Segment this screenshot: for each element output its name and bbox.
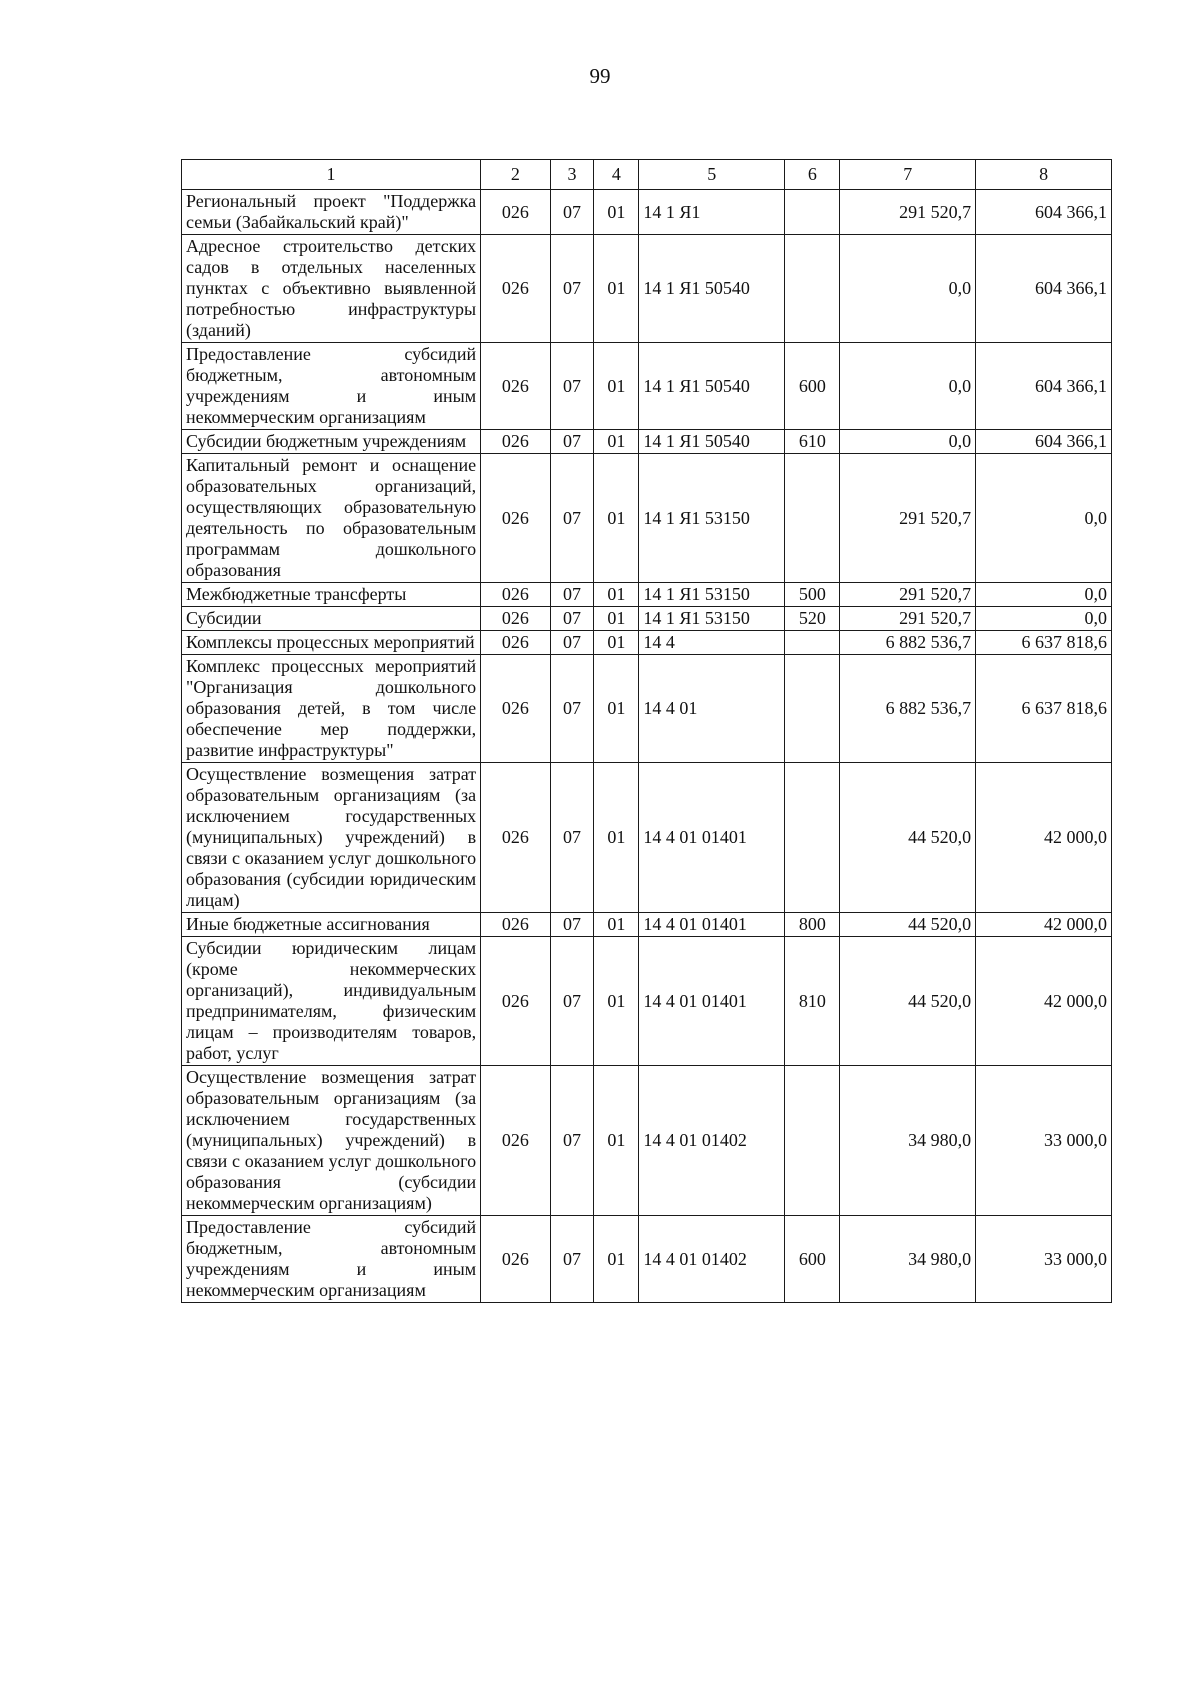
grbs-code: 026 [481, 631, 550, 655]
item-name: Предоставление субсидий бюджетным, автономным учреждениям и иным некоммерческим организациям [182, 343, 481, 430]
item-name: Субсидии бюджетным учреждениям [182, 430, 481, 454]
column-header-4: 4 [594, 160, 639, 190]
grbs-code: 026 [481, 454, 550, 583]
amount-col7: 0,0 [840, 430, 976, 454]
subsection-code: 01 [594, 235, 639, 343]
amount-col8: 6 637 818,6 [976, 655, 1112, 763]
target-article-code: 14 4 01 01401 [639, 913, 785, 937]
amount-col8: 0,0 [976, 454, 1112, 583]
item-name: Комплекс процессных мероприятий "Организация дошкольного образования детей, в том числе обеспечение мер поддержки, развитие инфраструктуры" [182, 655, 481, 763]
target-article-code: 14 1 Я1 53150 [639, 454, 785, 583]
section-code: 07 [550, 913, 594, 937]
column-header-1: 1 [182, 160, 481, 190]
expense-type-code: 800 [785, 913, 840, 937]
target-article-code: 14 4 01 01401 [639, 763, 785, 913]
item-name: Иные бюджетные ассигнования [182, 913, 481, 937]
subsection-code: 01 [594, 583, 639, 607]
grbs-code: 026 [481, 1066, 550, 1216]
column-header-5: 5 [639, 160, 785, 190]
expense-type-code: 810 [785, 937, 840, 1066]
target-article-code: 14 4 01 01402 [639, 1066, 785, 1216]
expense-type-code: 500 [785, 583, 840, 607]
amount-col8: 604 366,1 [976, 190, 1112, 235]
section-code: 07 [550, 583, 594, 607]
grbs-code: 026 [481, 655, 550, 763]
column-header-7: 7 [840, 160, 976, 190]
grbs-code: 026 [481, 583, 550, 607]
amount-col7: 44 520,0 [840, 763, 976, 913]
column-header-2: 2 [481, 160, 550, 190]
amount-col7: 291 520,7 [840, 190, 976, 235]
subsection-code: 01 [594, 607, 639, 631]
subsection-code: 01 [594, 1216, 639, 1303]
expense-type-code [785, 631, 840, 655]
item-name: Адресное строительство детских садов в отдельных населенных пунктах с объективно выявленной потребностью инфраструктуры (зданий) [182, 235, 481, 343]
amount-col8: 0,0 [976, 583, 1112, 607]
subsection-code: 01 [594, 913, 639, 937]
amount-col7: 6 882 536,7 [840, 655, 976, 763]
amount-col8: 33 000,0 [976, 1216, 1112, 1303]
amount-col7: 0,0 [840, 235, 976, 343]
section-code: 07 [550, 631, 594, 655]
amount-col7: 0,0 [840, 343, 976, 430]
target-article-code: 14 1 Я1 [639, 190, 785, 235]
expense-type-code [785, 655, 840, 763]
column-header-6: 6 [785, 160, 840, 190]
expense-type-code: 600 [785, 343, 840, 430]
amount-col8: 604 366,1 [976, 235, 1112, 343]
amount-col8: 33 000,0 [976, 1066, 1112, 1216]
section-code: 07 [550, 1066, 594, 1216]
item-name: Комплексы процессных мероприятий [182, 631, 481, 655]
amount-col7: 44 520,0 [840, 937, 976, 1066]
expense-type-code [785, 763, 840, 913]
expense-type-code: 600 [785, 1216, 840, 1303]
amount-col8: 42 000,0 [976, 913, 1112, 937]
section-code: 07 [550, 763, 594, 913]
subsection-code: 01 [594, 430, 639, 454]
grbs-code: 026 [481, 343, 550, 430]
amount-col8: 6 637 818,6 [976, 631, 1112, 655]
subsection-code: 01 [594, 655, 639, 763]
table-row [182, 454, 1112, 583]
item-name: Региональный проект "Поддержка семьи (Забайкальский край)" [182, 190, 481, 235]
item-name: Субсидии юридическим лицам (кроме некоммерческих организаций), индивидуальным предпринимателям, физическим лицам – производителям товаров, работ, услуг [182, 937, 481, 1066]
grbs-code: 026 [481, 190, 550, 235]
section-code: 07 [550, 1216, 594, 1303]
target-article-code: 14 4 01 [639, 655, 785, 763]
target-article-code: 14 1 Я1 50540 [639, 430, 785, 454]
table-row [182, 763, 1112, 913]
target-article-code: 14 4 01 01402 [639, 1216, 785, 1303]
table-row [182, 937, 1112, 1066]
expense-type-code [785, 235, 840, 343]
target-article-code: 14 1 Я1 53150 [639, 583, 785, 607]
page-number: 99 [589, 64, 611, 88]
item-name: Субсидии [182, 607, 481, 631]
amount-col8: 604 366,1 [976, 430, 1112, 454]
table-row [182, 1066, 1112, 1216]
budget-table [181, 159, 1112, 1303]
item-name: Осуществление возмещения затрат образовательным организациям (за исключением государственных (муниципальных) учреждений) в связи с оказанием услуг дошкольного образования (субсидии юридическим лицам) [182, 763, 481, 913]
grbs-code: 026 [481, 913, 550, 937]
table-row [182, 655, 1112, 763]
target-article-code: 14 4 01 01401 [639, 937, 785, 1066]
target-article-code: 14 1 Я1 50540 [639, 343, 785, 430]
section-code: 07 [550, 430, 594, 454]
table-row [182, 1216, 1112, 1303]
expense-type-code: 610 [785, 430, 840, 454]
amount-col7: 44 520,0 [840, 913, 976, 937]
grbs-code: 026 [481, 607, 550, 631]
grbs-code: 026 [481, 763, 550, 913]
grbs-code: 026 [481, 430, 550, 454]
grbs-code: 026 [481, 235, 550, 343]
table-row [182, 607, 1112, 631]
expense-type-code: 520 [785, 607, 840, 631]
column-header-3: 3 [550, 160, 594, 190]
expense-type-code [785, 1066, 840, 1216]
subsection-code: 01 [594, 937, 639, 1066]
section-code: 07 [550, 655, 594, 763]
grbs-code: 026 [481, 1216, 550, 1303]
amount-col7: 34 980,0 [840, 1066, 976, 1216]
target-article-code: 14 1 Я1 50540 [639, 235, 785, 343]
expense-type-code [785, 454, 840, 583]
section-code: 07 [550, 454, 594, 583]
table-row [182, 583, 1112, 607]
item-name: Предоставление субсидий бюджетным, автономным учреждениям и иным некоммерческим организациям [182, 1216, 481, 1303]
subsection-code: 01 [594, 631, 639, 655]
table-row [182, 913, 1112, 937]
amount-col7: 6 882 536,7 [840, 631, 976, 655]
section-code: 07 [550, 343, 594, 430]
table-row [182, 343, 1112, 430]
subsection-code: 01 [594, 343, 639, 430]
subsection-code: 01 [594, 190, 639, 235]
amount-col7: 291 520,7 [840, 607, 976, 631]
amount-col8: 604 366,1 [976, 343, 1112, 430]
item-name: Межбюджетные трансферты [182, 583, 481, 607]
target-article-code: 14 1 Я1 53150 [639, 607, 785, 631]
target-article-code: 14 4 [639, 631, 785, 655]
section-code: 07 [550, 607, 594, 631]
grbs-code: 026 [481, 937, 550, 1066]
amount-col7: 291 520,7 [840, 454, 976, 583]
subsection-code: 01 [594, 454, 639, 583]
expense-type-code [785, 190, 840, 235]
amount-col7: 291 520,7 [840, 583, 976, 607]
table-row [182, 190, 1112, 235]
column-header-8: 8 [976, 160, 1112, 190]
amount-col8: 42 000,0 [976, 763, 1112, 913]
subsection-code: 01 [594, 1066, 639, 1216]
section-code: 07 [550, 235, 594, 343]
header-row [182, 160, 1112, 190]
item-name: Капитальный ремонт и оснащение образовательных организаций, осуществляющих образовательную деятельность по образовательным программам дошкольного образования [182, 454, 481, 583]
amount-col8: 42 000,0 [976, 937, 1112, 1066]
item-name: Осуществление возмещения затрат образовательным организациям (за исключением государственных (муниципальных) учреждений) в связи с оказанием услуг дошкольного образования (субсидии некоммерческим организациям) [182, 1066, 481, 1216]
section-code: 07 [550, 190, 594, 235]
subsection-code: 01 [594, 763, 639, 913]
amount-col8: 0,0 [976, 607, 1112, 631]
amount-col7: 34 980,0 [840, 1216, 976, 1303]
table-row [182, 235, 1112, 343]
table-row [182, 430, 1112, 454]
table-row [182, 631, 1112, 655]
section-code: 07 [550, 937, 594, 1066]
